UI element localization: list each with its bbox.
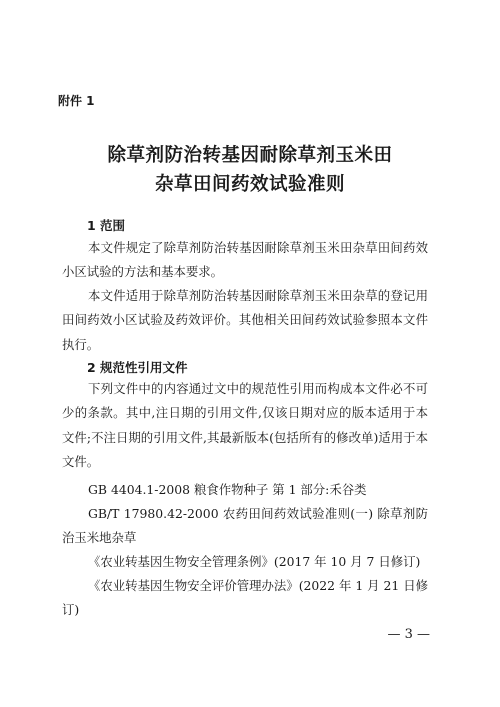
scope-paragraph-1: 本文件规定了除草剂防治转基因耐除草剂玉米田杂草田间药效小区试验的方法和基本要求。 — [62, 240, 428, 280]
attachment-label: 附件 1 — [58, 94, 95, 108]
document-title-line-2: 杂草田间药效试验准则 — [154, 174, 345, 195]
reference-item: GB 4404.1-2008 粮食作物种子 第 1 部分:禾谷类 — [88, 482, 367, 497]
document-title-line-1: 除草剂防治转基因耐除草剂玉米田 — [107, 145, 393, 166]
scope-paragraph-2: 本文件适用于除草剂防治转基因耐除草剂玉米田杂草的登记用田间药效小区试验及药效评价。其他相关田间药效试验参照本文件执行。 — [62, 288, 428, 352]
reference-item: 《农业转基因生物安全评价管理办法》(2022 年 1 月 21 日修订) — [62, 578, 428, 618]
reference-item: GB/T 17980.42-2000 农药田间药效试验准则(一) 除草剂防治玉米地杂草 — [62, 506, 428, 546]
page-number: — 3 — — [387, 627, 430, 642]
section-heading-normative-references: 2 规范性引用文件 — [87, 360, 188, 375]
reference-item: 《农业转基因生物安全管理条例》(2017 年 10 月 7 日修订) — [88, 554, 421, 569]
section-heading-scope: 1 范围 — [87, 218, 126, 233]
references-paragraph: 下列文件中的内容通过文中的规范性引用而构成本文件必不可少的条款。其中,注日期的引用文件,仅该日期对应的版本适用于本文件;不注日期的引用文件,其最新版本(包括所有的修改单)适用于本文件。 — [62, 381, 428, 469]
